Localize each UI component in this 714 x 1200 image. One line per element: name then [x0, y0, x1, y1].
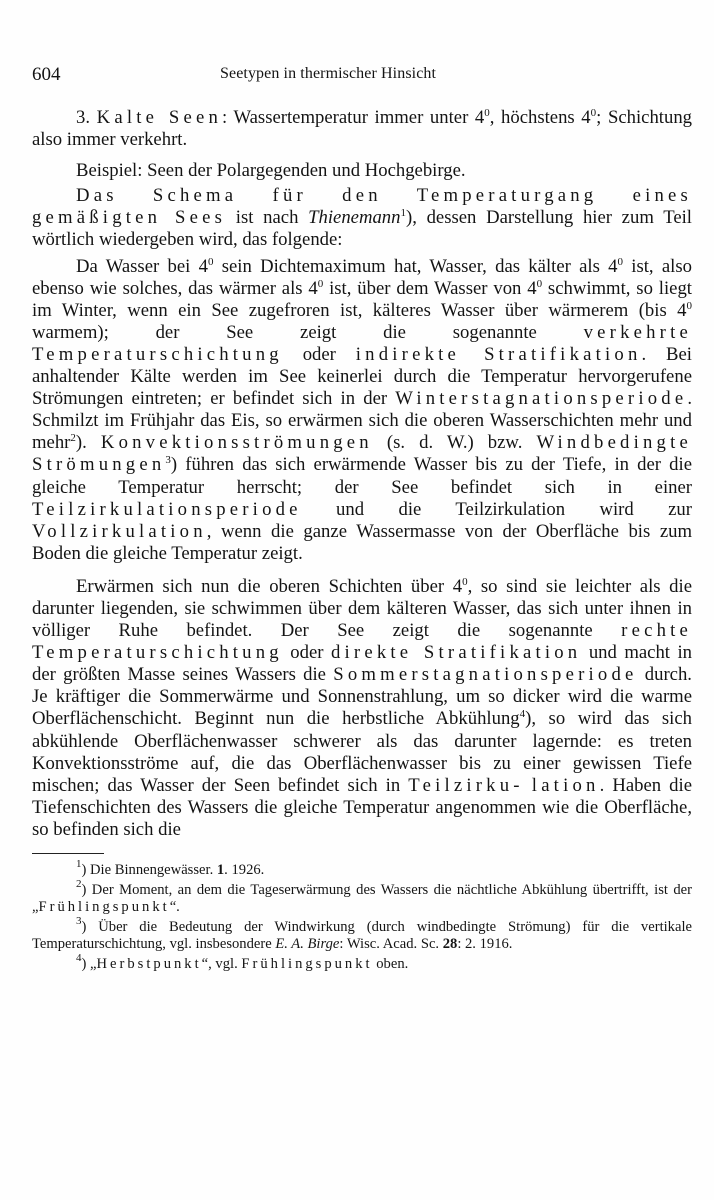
text-run: oder	[282, 343, 356, 365]
footnote-divider	[32, 853, 104, 854]
text-run: ) „	[81, 956, 97, 973]
paragraph-winter-stratification	[32, 256, 692, 565]
text-run: durch. Je kräftiger die Sommerwärme und Sonnenstrahlung, um so dicker wird die warme Oberflächenschicht. Beginnt nun die herbstliche Abkühlung	[32, 664, 692, 730]
spaced-term: rechte Temperaturschichtung	[32, 620, 692, 664]
footnote-4	[32, 952, 692, 973]
spaced-term: indirekte Stratifikation	[355, 343, 642, 365]
spaced-term: Teilzirku-	[408, 774, 524, 796]
footnote-mark: 2	[76, 878, 82, 891]
text-run: ) Die Binnengewässer.	[81, 862, 217, 878]
degree-mark: 0	[536, 277, 543, 290]
spaced-term: Teilzirkulationsperiode	[32, 498, 302, 520]
spaced-term: Vollzirkulation	[32, 520, 207, 542]
text-run: “.	[169, 899, 180, 916]
text-run: : Wisc. Acad. Sc.	[339, 936, 443, 953]
footnote-ref: 3	[165, 454, 171, 467]
spaced-term: Windbedingte Strömungen	[32, 432, 692, 476]
text-run: warmem); der See zeigt die sogenannte	[32, 321, 584, 343]
text-run: : Wassertemperatur immer unter 4	[222, 107, 485, 128]
spaced-term: Winterstagnationsperiode	[395, 388, 688, 410]
text-run: “, vgl.	[201, 956, 242, 973]
text-run: . Haben die Tiefenschichten des Wassers die gleiche Temperatur angenommen wie die Oberfläche, so befinden sich die	[32, 774, 693, 840]
degree-mark: 0	[686, 299, 692, 312]
text-run: . 1926.	[224, 862, 265, 878]
text-run: ), so wird das sich abkühlende Oberflächenwasser schwerer als das darunter lagernde: es treten Konvektionsströme auf, die das Oberflächenwasser bis zu einer gewissen Tiefe mischen; das Wasser der Seen befindet sich in	[32, 708, 693, 796]
paragraph-example: Beispiel: Seen der Polargegenden und Hochgebirge.	[76, 160, 466, 182]
spaced-term: Konvektionsströmungen	[100, 432, 373, 454]
text-run: , so sind sie leichter als die darunter liegenden, sie schwimmen über dem kälteren Wasser, das sich unter ihnen in völliger Ruhe befindet. Der See zeigt die sogenannte	[32, 575, 692, 642]
footnote-mark: 4	[76, 952, 82, 965]
spaced-term: Das Schema für den Temperaturgang eines gemäßigten Sees	[32, 185, 692, 229]
text-run: ist nach	[226, 207, 309, 229]
text-run: ), dessen Darstellung hier zum Teil wörtlich wiedergeben wird, das folgende:	[32, 207, 692, 251]
text-run: . Bei anhaltender Kälte werden im See keinerlei durch die Temperatur hervorgerufene Strömungen eintreten; er befindet sich in der	[32, 343, 692, 410]
footnote-1	[32, 858, 692, 879]
paragraph-schema-intro	[32, 185, 692, 251]
spaced-term: Kalte Seen	[96, 107, 223, 128]
text-run: . Schmilzt im Frühjahr das Eis, so erwärmen sich die oberen Wasserschichten mehr und mehr	[32, 388, 692, 454]
text-run: schwimmt, so liegt im Winter, wenn ein See zugefroren ist, kälteres Wasser über wärmerem (bis 4	[32, 277, 692, 321]
volume-number: 1	[216, 862, 225, 878]
spaced-term: Frühlingspunkt	[38, 899, 170, 916]
degree-mark: 0	[462, 575, 468, 588]
degree-mark: 0	[317, 277, 324, 290]
degree-mark: 0	[617, 255, 623, 268]
text-run: , wenn die ganze Wassermasse von der Oberfläche bis zum Boden die gleiche Temperatur zeigt.	[32, 520, 692, 564]
text-run: sein Dichtemaximum hat, Wasser, das kälter als 4	[213, 255, 618, 277]
running-head	[32, 62, 692, 90]
text-run: Erwärmen sich nun die oberen Schichten über 4	[76, 575, 463, 597]
text-run: oder	[282, 642, 331, 664]
main-text	[32, 107, 692, 841]
degree-mark: 0	[207, 255, 214, 268]
text-run: oben.	[372, 956, 409, 973]
footnote-ref: 2	[70, 432, 76, 445]
paragraph-summer-stratification	[32, 576, 692, 841]
text-run: ) führen das sich erwärmende Wasser bis zu der Tiefe, in der die gleiche Temperatur herrscht; der See befindet sich in einer	[32, 454, 692, 498]
volume-number: 28	[442, 936, 458, 953]
paragraph-cold-lakes	[32, 107, 692, 151]
footnote-ref: 4	[519, 708, 526, 721]
spaced-term: Herbstpunkt	[96, 956, 202, 973]
text-run: ) Über die Bedeutung der Windwirkung (durch windbedingte Strömung) für die vertikale Temperaturschichtung, vgl. insbesondere	[32, 919, 692, 953]
text-run: ).	[75, 432, 101, 454]
spaced-term: verkehrte Temperaturschichtung	[32, 321, 692, 365]
text-run: ; Schichtung also immer verkehrt.	[32, 107, 693, 151]
spaced-term: Sommerstagnationsperiode	[333, 664, 638, 686]
footnote-3	[32, 915, 692, 953]
footnote-mark: 1	[76, 858, 82, 870]
running-title: Seetypen in thermischer Hinsicht	[220, 65, 437, 82]
spaced-term: direkte Stratifikation	[330, 642, 582, 664]
footnote-2	[32, 878, 692, 916]
author-name: E. A. Birge	[275, 936, 340, 953]
degree-mark: 0	[484, 107, 490, 119]
spaced-term: lation	[531, 774, 600, 796]
text-run: ist, über dem Wasser von 4	[323, 277, 537, 299]
text-run: ) Der Moment, an dem die Tageserwärmung des Wassers die nächtliche Abkühlung übertrifft, ist der „	[32, 882, 692, 916]
text-run: ist, also ebenso wie solches, das wärmer als 4	[32, 255, 692, 299]
footnote-ref: 1	[400, 207, 406, 220]
footnote-mark: 3	[76, 915, 82, 928]
text-run: 3.	[76, 107, 97, 128]
text-run: : 2. 1916.	[457, 936, 513, 953]
spaced-term: Frühlingspunkt	[241, 956, 373, 973]
text-run: , höchstens 4	[489, 107, 591, 128]
footnotes	[32, 858, 692, 974]
text-run: und die Teilzirkulation wird zur	[301, 498, 692, 520]
author-name: Thienemann	[308, 207, 401, 229]
page-number: 604	[32, 64, 61, 85]
text-run: Da Wasser bei 4	[76, 255, 208, 277]
text-run: (s. d. W.) bzw.	[372, 432, 537, 454]
text-run: und macht in der größten Masse seines Wassers die	[32, 642, 692, 686]
degree-mark: 0	[590, 107, 597, 119]
